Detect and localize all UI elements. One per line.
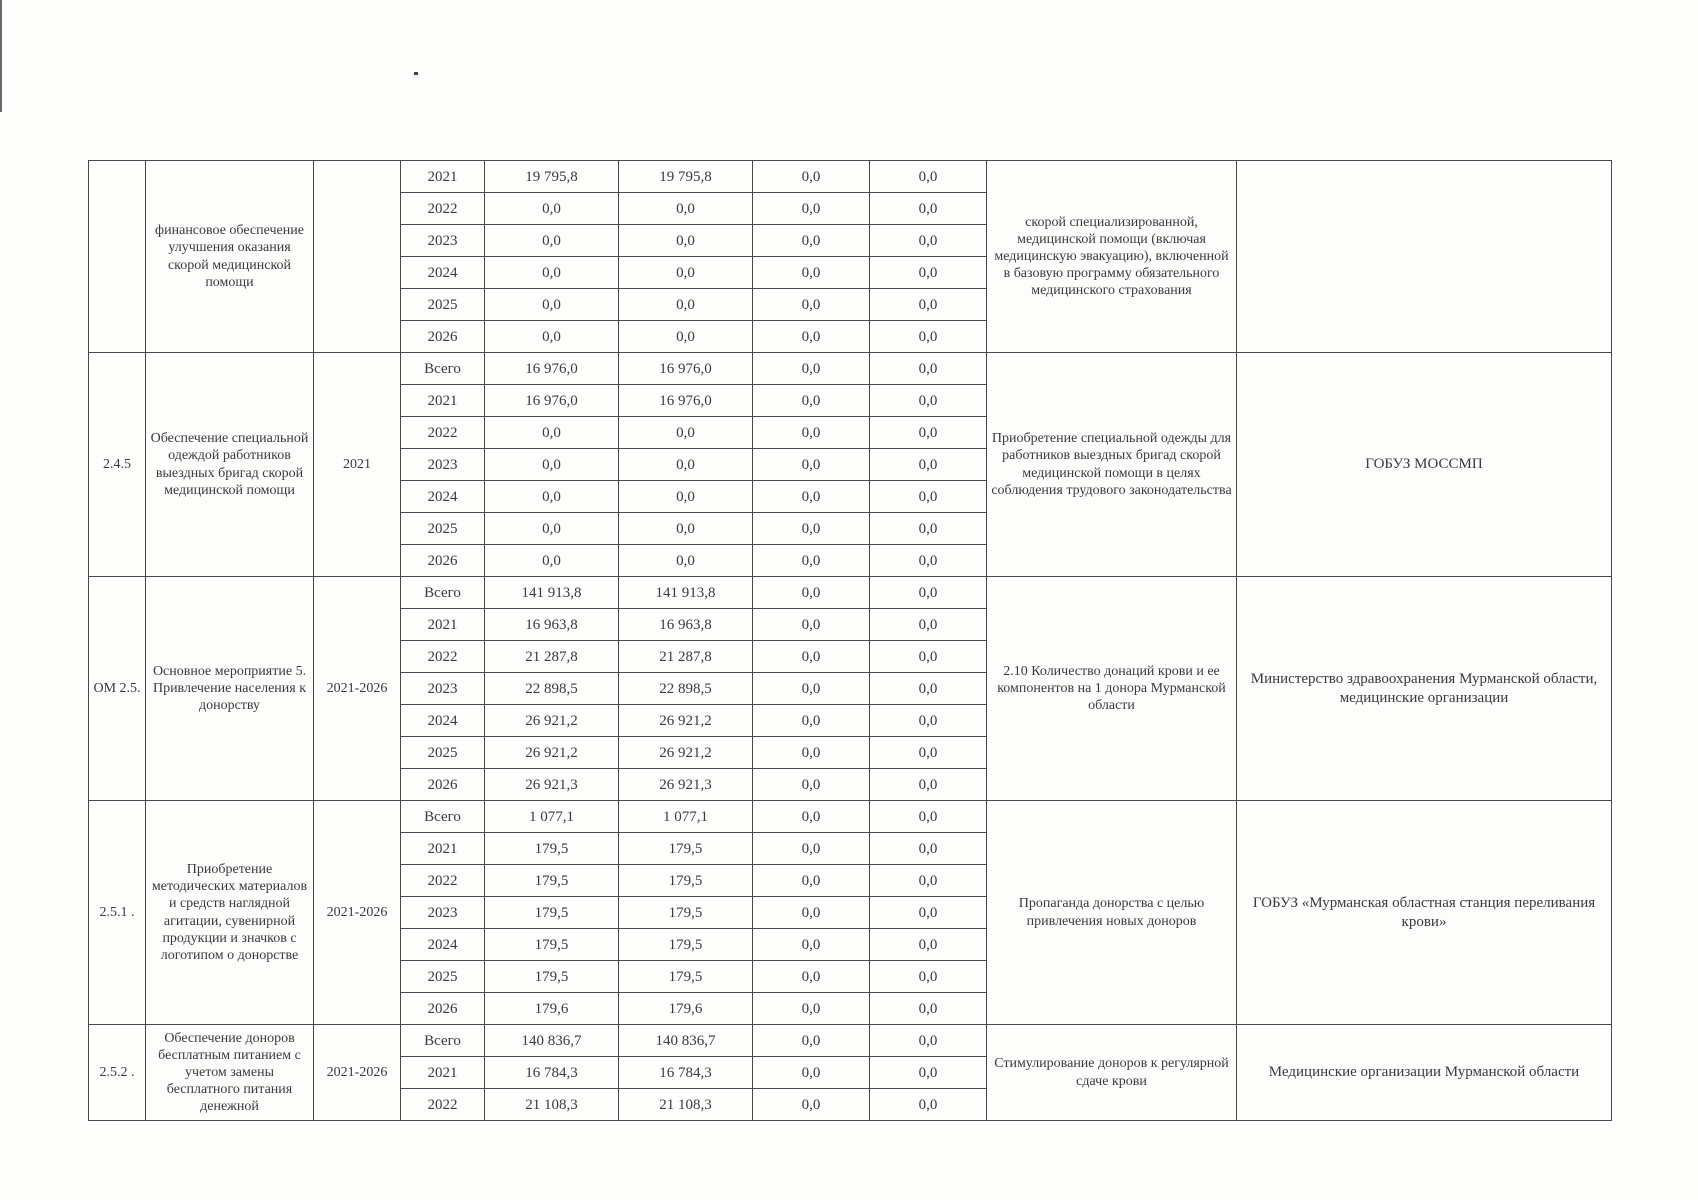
federal-budget-cell: 0,0 bbox=[753, 321, 870, 353]
federal-budget-cell: 0,0 bbox=[753, 769, 870, 801]
total-cell: 179,5 bbox=[485, 865, 619, 897]
federal-budget-cell: 0,0 bbox=[753, 385, 870, 417]
regional-budget-cell: 179,5 bbox=[619, 865, 753, 897]
regional-budget-cell: 0,0 bbox=[619, 545, 753, 577]
year-cell: 2021 bbox=[401, 609, 485, 641]
other-sources-cell: 0,0 bbox=[870, 193, 987, 225]
year-cell: 2025 bbox=[401, 961, 485, 993]
block-2-5-2-period: 2021-2026 bbox=[314, 1025, 401, 1121]
other-sources-cell: 0,0 bbox=[870, 385, 987, 417]
other-sources-cell: 0,0 bbox=[870, 513, 987, 545]
regional-budget-cell: 0,0 bbox=[619, 321, 753, 353]
total-cell: 179,5 bbox=[485, 833, 619, 865]
regional-budget-cell: 0,0 bbox=[619, 289, 753, 321]
other-sources-cell: 0,0 bbox=[870, 833, 987, 865]
federal-budget-cell: 0,0 bbox=[753, 225, 870, 257]
year-cell: 2021 bbox=[401, 385, 485, 417]
total-cell: 0,0 bbox=[485, 321, 619, 353]
total-cell: 16 784,3 bbox=[485, 1057, 619, 1089]
regional-budget-cell: 0,0 bbox=[619, 449, 753, 481]
other-sources-cell: 0,0 bbox=[870, 641, 987, 673]
other-sources-cell: 0,0 bbox=[870, 961, 987, 993]
total-cell: 0,0 bbox=[485, 289, 619, 321]
regional-budget-cell: 22 898,5 bbox=[619, 673, 753, 705]
federal-budget-cell: 0,0 bbox=[753, 193, 870, 225]
total-cell: 21 287,8 bbox=[485, 641, 619, 673]
year-cell: 2021 bbox=[401, 161, 485, 193]
federal-budget-cell: 0,0 bbox=[753, 993, 870, 1025]
federal-budget-cell: 0,0 bbox=[753, 737, 870, 769]
year-cell: 2024 bbox=[401, 257, 485, 289]
year-cell: 2025 bbox=[401, 513, 485, 545]
year-cell: 2022 bbox=[401, 1089, 485, 1121]
regional-budget-cell: 0,0 bbox=[619, 513, 753, 545]
year-cell: Всего bbox=[401, 1025, 485, 1057]
block-2-5-1-code: 2.5.1 . bbox=[89, 801, 146, 1025]
total-cell: 0,0 bbox=[485, 225, 619, 257]
federal-budget-cell: 0,0 bbox=[753, 545, 870, 577]
block-2-5-1-result: Пропаганда донорства с целью привлечения новых доноров bbox=[987, 801, 1237, 1025]
total-cell: 0,0 bbox=[485, 257, 619, 289]
table-row bbox=[89, 161, 1612, 193]
block-om-2-5-period: 2021-2026 bbox=[314, 577, 401, 801]
regional-budget-cell: 141 913,8 bbox=[619, 577, 753, 609]
federal-budget-cell: 0,0 bbox=[753, 449, 870, 481]
block-financing-code bbox=[89, 161, 146, 353]
block-om-2-5-name: Основное мероприятие 5. Привлечение населения к донорству bbox=[146, 577, 314, 801]
federal-budget-cell: 0,0 bbox=[753, 353, 870, 385]
year-cell: 2026 bbox=[401, 321, 485, 353]
regional-budget-cell: 26 921,2 bbox=[619, 705, 753, 737]
other-sources-cell: 0,0 bbox=[870, 353, 987, 385]
federal-budget-cell: 0,0 bbox=[753, 705, 870, 737]
year-cell: 2022 bbox=[401, 641, 485, 673]
binding-edge bbox=[0, 0, 2, 112]
regional-budget-cell: 0,0 bbox=[619, 193, 753, 225]
other-sources-cell: 0,0 bbox=[870, 801, 987, 833]
year-cell: 2024 bbox=[401, 929, 485, 961]
year-cell: 2023 bbox=[401, 449, 485, 481]
total-cell: 140 836,7 bbox=[485, 1025, 619, 1057]
block-2-5-2-executor: Медицинские организации Мурманской области bbox=[1237, 1025, 1612, 1121]
total-cell: 19 795,8 bbox=[485, 161, 619, 193]
total-cell: 179,6 bbox=[485, 993, 619, 1025]
federal-budget-cell: 0,0 bbox=[753, 417, 870, 449]
federal-budget-cell: 0,0 bbox=[753, 609, 870, 641]
other-sources-cell: 0,0 bbox=[870, 865, 987, 897]
other-sources-cell: 0,0 bbox=[870, 257, 987, 289]
total-cell: 0,0 bbox=[485, 513, 619, 545]
total-cell: 16 976,0 bbox=[485, 385, 619, 417]
year-cell: Всего bbox=[401, 801, 485, 833]
block-2-5-1-period: 2021-2026 bbox=[314, 801, 401, 1025]
regional-budget-cell: 26 921,2 bbox=[619, 737, 753, 769]
other-sources-cell: 0,0 bbox=[870, 481, 987, 513]
other-sources-cell: 0,0 bbox=[870, 1089, 987, 1121]
regional-budget-cell: 140 836,7 bbox=[619, 1025, 753, 1057]
federal-budget-cell: 0,0 bbox=[753, 1089, 870, 1121]
table-row bbox=[89, 353, 1612, 385]
regional-budget-cell: 179,6 bbox=[619, 993, 753, 1025]
federal-budget-cell: 0,0 bbox=[753, 865, 870, 897]
other-sources-cell: 0,0 bbox=[870, 321, 987, 353]
block-2-4-5-name: Обеспечение специальной одеждой работников выездных бригад скорой медицинской помощи bbox=[146, 353, 314, 577]
regional-budget-cell: 0,0 bbox=[619, 257, 753, 289]
regional-budget-cell: 19 795,8 bbox=[619, 161, 753, 193]
scan-speck bbox=[414, 72, 418, 75]
total-cell: 22 898,5 bbox=[485, 673, 619, 705]
other-sources-cell: 0,0 bbox=[870, 1057, 987, 1089]
block-2-5-2-code: 2.5.2 . bbox=[89, 1025, 146, 1121]
other-sources-cell: 0,0 bbox=[870, 705, 987, 737]
total-cell: 0,0 bbox=[485, 417, 619, 449]
block-2-4-5-code: 2.4.5 bbox=[89, 353, 146, 577]
table-row bbox=[89, 577, 1612, 609]
total-cell: 26 921,2 bbox=[485, 705, 619, 737]
other-sources-cell: 0,0 bbox=[870, 897, 987, 929]
other-sources-cell: 0,0 bbox=[870, 225, 987, 257]
regional-budget-cell: 21 287,8 bbox=[619, 641, 753, 673]
total-cell: 179,5 bbox=[485, 961, 619, 993]
total-cell: 0,0 bbox=[485, 449, 619, 481]
total-cell: 0,0 bbox=[485, 545, 619, 577]
regional-budget-cell: 1 077,1 bbox=[619, 801, 753, 833]
federal-budget-cell: 0,0 bbox=[753, 257, 870, 289]
federal-budget-cell: 0,0 bbox=[753, 1057, 870, 1089]
federal-budget-cell: 0,0 bbox=[753, 961, 870, 993]
other-sources-cell: 0,0 bbox=[870, 993, 987, 1025]
block-om-2-5-code: ОМ 2.5. bbox=[89, 577, 146, 801]
total-cell: 26 921,3 bbox=[485, 769, 619, 801]
other-sources-cell: 0,0 bbox=[870, 673, 987, 705]
total-cell: 179,5 bbox=[485, 929, 619, 961]
block-om-2-5-result: 2.10 Количество донаций крови и ее компонентов на 1 донора Мурманской области bbox=[987, 577, 1237, 801]
other-sources-cell: 0,0 bbox=[870, 609, 987, 641]
federal-budget-cell: 0,0 bbox=[753, 481, 870, 513]
regional-budget-cell: 16 963,8 bbox=[619, 609, 753, 641]
federal-budget-cell: 0,0 bbox=[753, 513, 870, 545]
block-financing-period bbox=[314, 161, 401, 353]
year-cell: 2024 bbox=[401, 481, 485, 513]
regional-budget-cell: 16 784,3 bbox=[619, 1057, 753, 1089]
year-cell: 2021 bbox=[401, 1057, 485, 1089]
year-cell: 2021 bbox=[401, 833, 485, 865]
year-cell: Всего bbox=[401, 577, 485, 609]
federal-budget-cell: 0,0 bbox=[753, 897, 870, 929]
year-cell: 2022 bbox=[401, 865, 485, 897]
block-om-2-5-executor: Министерство здравоохранения Мурманской области, медицинские организации bbox=[1237, 577, 1612, 801]
other-sources-cell: 0,0 bbox=[870, 417, 987, 449]
total-cell: 0,0 bbox=[485, 193, 619, 225]
table-body bbox=[89, 161, 1612, 1121]
table-row bbox=[89, 801, 1612, 833]
block-financing-name: финансовое обеспечение улучшения оказания скорой медицинской помощи bbox=[146, 161, 314, 353]
other-sources-cell: 0,0 bbox=[870, 929, 987, 961]
total-cell: 21 108,3 bbox=[485, 1089, 619, 1121]
regional-budget-cell: 179,5 bbox=[619, 961, 753, 993]
block-financing-executor bbox=[1237, 161, 1612, 353]
total-cell: 0,0 bbox=[485, 481, 619, 513]
year-cell: 2025 bbox=[401, 737, 485, 769]
regional-budget-cell: 16 976,0 bbox=[619, 385, 753, 417]
year-cell: 2022 bbox=[401, 193, 485, 225]
regional-budget-cell: 26 921,3 bbox=[619, 769, 753, 801]
year-cell: 2026 bbox=[401, 993, 485, 1025]
regional-budget-cell: 179,5 bbox=[619, 833, 753, 865]
regional-budget-cell: 0,0 bbox=[619, 225, 753, 257]
block-2-5-1-name: Приобретение методических материалов и средств наглядной агитации, сувенирной продукции и значков с логотипом о донорстве bbox=[146, 801, 314, 1025]
year-cell: 2024 bbox=[401, 705, 485, 737]
total-cell: 16 976,0 bbox=[485, 353, 619, 385]
other-sources-cell: 0,0 bbox=[870, 449, 987, 481]
regional-budget-cell: 179,5 bbox=[619, 929, 753, 961]
table-row bbox=[89, 1025, 1612, 1057]
other-sources-cell: 0,0 bbox=[870, 737, 987, 769]
other-sources-cell: 0,0 bbox=[870, 289, 987, 321]
federal-budget-cell: 0,0 bbox=[753, 289, 870, 321]
block-financing-result: скорой специализированной, медицинской помощи (включая медицинскую эвакуацию), включенной в базовую программу обязательного медицинского страхования bbox=[987, 161, 1237, 353]
year-cell: 2023 bbox=[401, 673, 485, 705]
regional-budget-cell: 179,5 bbox=[619, 897, 753, 929]
block-2-5-2-result: Стимулирование доноров к регулярной сдаче крови bbox=[987, 1025, 1237, 1121]
other-sources-cell: 0,0 bbox=[870, 545, 987, 577]
program-activities-table bbox=[88, 160, 1612, 1121]
regional-budget-cell: 21 108,3 bbox=[619, 1089, 753, 1121]
federal-budget-cell: 0,0 bbox=[753, 833, 870, 865]
total-cell: 26 921,2 bbox=[485, 737, 619, 769]
regional-budget-cell: 16 976,0 bbox=[619, 353, 753, 385]
year-cell: 2025 bbox=[401, 289, 485, 321]
year-cell: 2026 bbox=[401, 769, 485, 801]
regional-budget-cell: 0,0 bbox=[619, 417, 753, 449]
year-cell: 2026 bbox=[401, 545, 485, 577]
total-cell: 16 963,8 bbox=[485, 609, 619, 641]
year-cell: 2023 bbox=[401, 225, 485, 257]
other-sources-cell: 0,0 bbox=[870, 1025, 987, 1057]
other-sources-cell: 0,0 bbox=[870, 769, 987, 801]
other-sources-cell: 0,0 bbox=[870, 577, 987, 609]
total-cell: 141 913,8 bbox=[485, 577, 619, 609]
block-2-4-5-result: Приобретение специальной одежды для работников выездных бригад скорой медицинской помощи в целях соблюдения трудового законодательства bbox=[987, 353, 1237, 577]
total-cell: 1 077,1 bbox=[485, 801, 619, 833]
federal-budget-cell: 0,0 bbox=[753, 641, 870, 673]
block-2-4-5-period: 2021 bbox=[314, 353, 401, 577]
year-cell: Всего bbox=[401, 353, 485, 385]
regional-budget-cell: 0,0 bbox=[619, 481, 753, 513]
federal-budget-cell: 0,0 bbox=[753, 161, 870, 193]
year-cell: 2022 bbox=[401, 417, 485, 449]
federal-budget-cell: 0,0 bbox=[753, 801, 870, 833]
other-sources-cell: 0,0 bbox=[870, 161, 987, 193]
federal-budget-cell: 0,0 bbox=[753, 577, 870, 609]
block-2-5-1-executor: ГОБУЗ «Мурманская областная станция переливания крови» bbox=[1237, 801, 1612, 1025]
federal-budget-cell: 0,0 bbox=[753, 929, 870, 961]
block-2-5-2-name: Обеспечение доноров бесплатным питанием с учетом замены бесплатного питания денежной bbox=[146, 1025, 314, 1121]
block-2-4-5-executor: ГОБУЗ МОССМП bbox=[1237, 353, 1612, 577]
federal-budget-cell: 0,0 bbox=[753, 673, 870, 705]
year-cell: 2023 bbox=[401, 897, 485, 929]
total-cell: 179,5 bbox=[485, 897, 619, 929]
federal-budget-cell: 0,0 bbox=[753, 1025, 870, 1057]
